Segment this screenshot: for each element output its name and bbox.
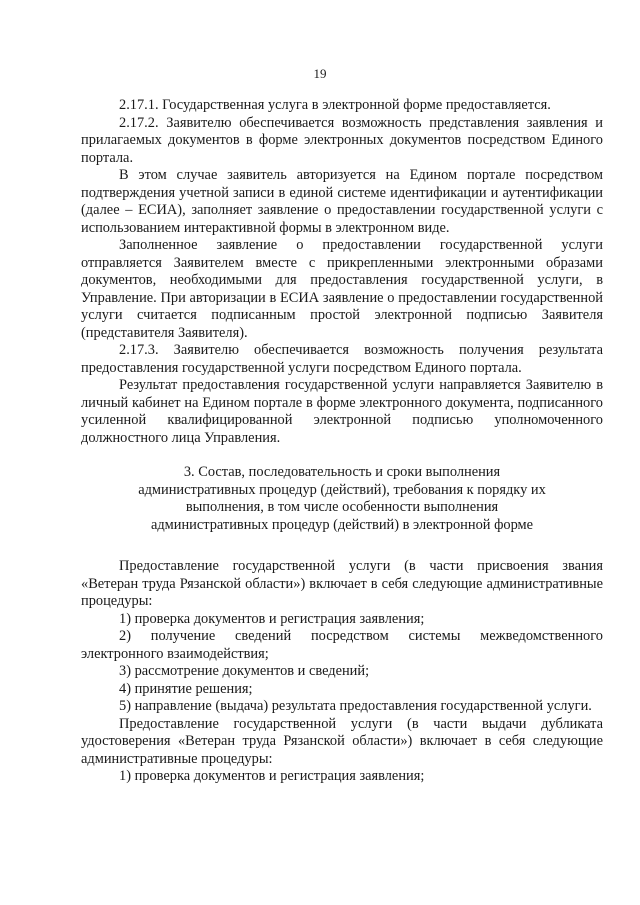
list-item: 3) рассмотрение документов и сведений; (119, 663, 370, 679)
paragraph-2-17-2: 2.17.2. Заявителю обеспечивается возможность представления заявления и прилагаемых документов в форме электронных документов посредством Единого портала. (81, 114, 603, 166)
paragraph-esia-authorization: В этом случае заявитель авторизуется на Едином портале посредством подтверждения учетной записи в единой системе идентификации и аутентификации (далее – ЕСИА), заполняет заявление о предоставлении государственной услуги с использованием интерактивной формы в электронном виде. (81, 167, 603, 236)
list-item: 2) получение сведений посредством системы межведомственного электронного взаимодействия; (81, 628, 603, 662)
paragraph-2-17-3: 2.17.3. Заявителю обеспечивается возможность получения результата предоставления государственной услуги посредством Единого портала. (81, 342, 603, 376)
paragraph-duplicate-intro: Предоставление государственной услуги (в части выдачи дубликата удостоверения «Ветеран труда Рязанской области») включает в себя следующие административные процедуры: (81, 715, 603, 767)
list-item: 1) проверка документов и регистрация заявления; (119, 610, 425, 627)
page-number: 19 (313, 66, 327, 81)
section-3-heading (81, 464, 603, 534)
section-heading-line: административных процедур (действий), требования к порядку их (138, 481, 546, 498)
paragraph-veteran-title-intro: Предоставление государственной услуги (в части присвоения звания «Ветеран труда Рязанской области») включает в себя следующие административные процедуры: (81, 558, 603, 609)
section-heading-line: административных процедур (действий) в электронной форме (150, 516, 534, 533)
paragraph-2-17-1: 2.17.1. Государственная услуга в электронной форме предоставляется. (119, 97, 551, 113)
paragraph-filled-application: Заполненное заявление о предоставлении государственной услуги отправляется Заявителем вместе с прикрепленными электронными образами документов, необходимыми для предоставления государственной услуги, в Управление. При авторизации в ЕСИА заявление о предоставлении государственной услуги считается подписанным простой электронной подписью Заявителя (представителя Заявителя). (81, 237, 603, 341)
list-item: 1) проверка документов и регистрация заявления; (119, 768, 425, 784)
document-body (81, 97, 603, 786)
list-item: 4) принятие решения; (119, 680, 253, 697)
section-heading-line: 3. Состав, последовательность и сроки выполнения (183, 464, 501, 480)
list-item: 5) направление (выдача) результата предоставления государственной услуги. (119, 698, 592, 714)
paragraph-result-delivery: Результат предоставления государственной услуги направляется Заявителю в личный кабинет на Едином портале в форме электронного документа, подписанного усиленной квалифицированной электронной подписью уполномоченного должностного лица Управления. (81, 377, 603, 446)
section-heading-line: выполнения, в том числе особенности выполнения (185, 499, 499, 515)
